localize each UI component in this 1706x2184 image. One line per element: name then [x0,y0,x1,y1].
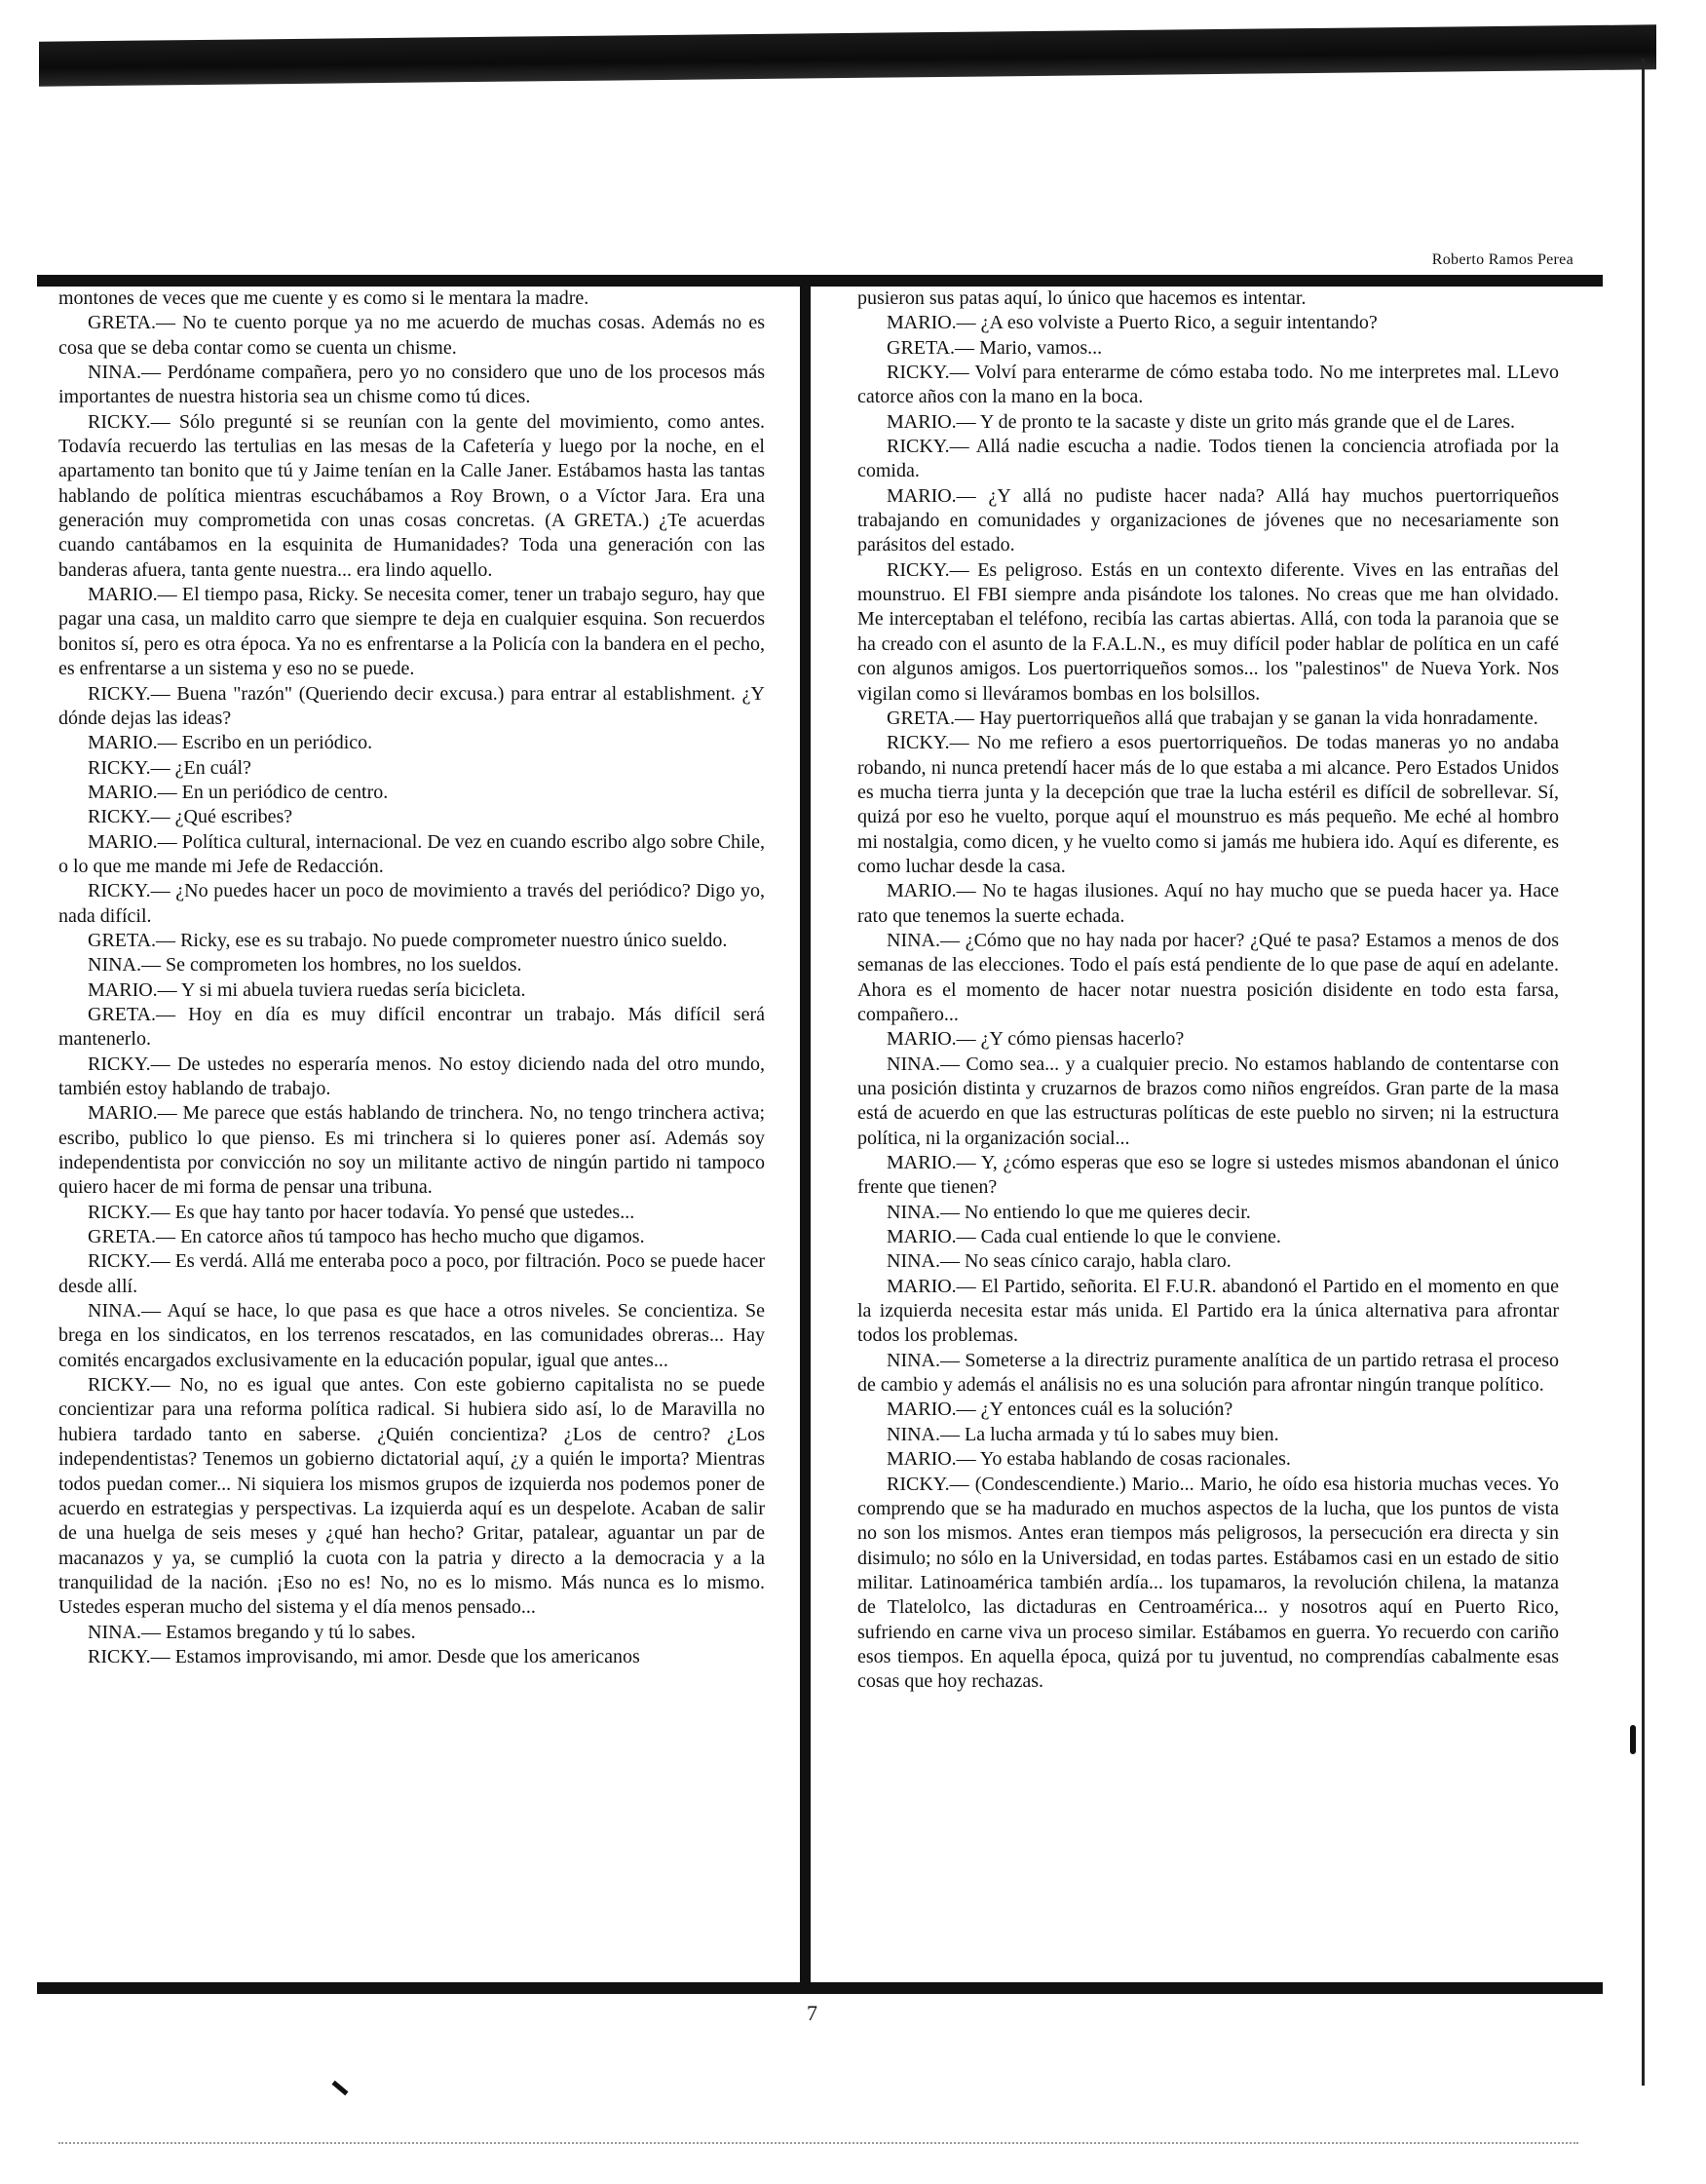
dialogue-paragraph [58,879,765,929]
dialogue-text: Cada cual entiende lo que le conviene. [975,1226,1281,1248]
dialogue-paragraph [58,1645,765,1669]
dialogue-text: Y si mi abuela tuviera ruedas sería bicicleta. [176,978,526,1001]
speaker-label: GRETA.— [88,312,176,334]
speaker-label: NINA.— [88,1300,161,1322]
dialogue-text: Sólo pregunté si se reunían con la gente del movimiento, como antes. Todavía recuerdo las tertulias en las mesas de la Cafetería y luego por la noche, en el apartamento tan bonito que tú y Jaime tenían en la Calle Janer. Estábamos hasta las tantas hablando de política mientras escuchábamos a Roy Brown, o a Víctor Jara. Era una generación muy comprometida con unas cosas concretas. (A GRETA.) ¿Te acuerdas cuando cantábamos en la esquinita de Humanidades? Toda una generación con las banderas afuera, tanta gente nuestra... era lindo aquello. [58,410,765,581]
dialogue-text: Buena "razón" (Queriendo decir excusa.) para entrar al establishment. ¿Y dónde dejas las ideas? [58,682,765,729]
dialogue-text: Hoy en día es muy difícil encontrar un trabajo. Más difícil será mantenerlo. [58,1003,765,1051]
dialogue-paragraph [857,1027,1559,1052]
dialogue-text: ¿Qué escribes? [170,806,293,828]
speaker-label: MARIO.— [88,584,177,606]
dialogue-text: El tiempo pasa, Ricky. Se necesita comer, tener un trabajo seguro, hay que pagar una casa, un maldito carro que siempre te deja en cualquier esquina. Son recuerdos bonitos sí, pero es otra época. Ya no es enfrentarse a la Policía con la bandera en el pecho, es enfrentarse a un sistema y eso no se puede. [58,584,765,680]
dialogue-text: En un periódico de centro. [176,781,389,803]
dialogue-text: No me refiero a esos puertorriqueños. De todas maneras yo no andaba robando, ni nunca pretendí hacer más de lo que estaba a mi alcance. Pero Estados Unidos es mucha tierra junta y la decepción que trae la lucha estéril es difícil de sobrellevar. Sí, quizá por eso he vuelto, porque aquí el mounstruo es más pequeño. Me eché al hombro mi nostalgia, como dicen, y he vuelto como si jamás me hubiera ido. Aquí es diferente, es como luchar desde la casa. [857,732,1559,877]
speaker-label: GRETA.— [88,1003,176,1025]
dialogue-paragraph [58,1201,765,1225]
speaker-label: RICKY.— [88,880,171,902]
dialogue-paragraph [58,361,765,410]
dialogue-text: Y, ¿cómo esperas que eso se logre si ustedes mismos abandonan el único frente que tienen? [857,1152,1559,1199]
bottom-rule [37,1982,1603,1994]
speaker-label: NINA.— [887,1349,960,1371]
dialogue-text: Someterse a la directriz puramente analítica de un partido retrasa el proceso de cambio y además el análisis no es una solución para afrontar ningún tranque político. [857,1349,1559,1397]
speaker-label: MARIO.— [88,830,177,853]
dialogue-text: No te hagas ilusiones. Aquí no hay mucho que se pueda hacer ya. Hace rato que tenemos la suerte echada. [857,880,1559,927]
dialogue-text: ¿No puedes hacer un poco de movimiento a través del periódico? Digo yo, nada difícil. [58,880,765,927]
dialogue-text: ¿En cuál? [170,756,251,779]
speaker-label: MARIO.— [887,1399,976,1421]
dialogue-paragraph [58,1225,765,1249]
speaker-label: GRETA.— [88,929,176,951]
dialogue-paragraph [58,978,765,1003]
speaker-label: MARIO.— [887,1448,976,1471]
speaker-label: RICKY.— [887,558,969,581]
dialogue-paragraph [58,756,765,781]
dialogue-paragraph [58,1299,765,1373]
dialogue-paragraph [857,707,1559,731]
column-divider [800,275,811,1994]
dialogue-text: Es peligroso. Estás en un contexto diferente. Vives en las entrañas del mounstruo. El FBI siempre anda pisándote los talones. No creas que me han olvidado. Me interceptaban el teléfono, recibía las cartas abiertas. Allá, con toda la paranoia que se ha creado con el asunto de la F.A.L.N., es muy difícil poder hablar de política en un café con algunos amigos. Los puertorriqueños somos... los "palestinos" de Nueva York. Nos vigilan como si lleváramos bombas en los bolsillos. [857,558,1559,705]
speaker-label: RICKY.— [88,1053,171,1075]
speaker-label: NINA.— [887,1423,960,1445]
dialogue-paragraph [58,1003,765,1053]
speaker-label: GRETA.— [887,336,975,359]
dialogue-text: Yo estaba hablando de cosas racionales. [975,1448,1291,1471]
dialogue-text: Se comprometen los hombres, no los sueldos. [161,954,522,977]
dialogue-text: Perdóname compañera, pero yo no considero que uno de los procesos más importantes de nuestra historia sea un chisme como tú dices. [58,362,765,408]
stray-mark [331,2081,348,2095]
dialogue-text: No te cuento porque ya no me acuerdo de muchas cosas. Además no es cosa que se deba contar como se cuenta un chisme. [58,312,765,359]
dialogue-text: No seas cínico carajo, habla claro. [960,1250,1232,1273]
running-header-author: Roberto Ramos Perea [1431,251,1573,268]
dialogue-text: Volví para enterarme de cómo estaba todo. No me interpretes mal. LLevo catorce años con la mano en la boca. [857,362,1559,408]
dialogue-paragraph [58,287,765,311]
speaker-label: RICKY.— [88,1645,171,1667]
dialogue-paragraph [857,1053,1559,1151]
speaker-label: MARIO.— [887,1152,976,1174]
speaker-label: MARIO.— [88,1102,177,1125]
dialogue-paragraph [58,1101,765,1200]
dialogue-paragraph [58,1621,765,1645]
dialogue-text: Estamos bregando y tú lo sabes. [161,1621,416,1643]
scan-top-bar [39,24,1656,86]
dialogue-text: Es que hay tanto por hacer todavía. Yo pensé que ustedes... [170,1201,635,1223]
dialogue-paragraph [857,558,1559,707]
speaker-label: RICKY.— [88,806,171,828]
speaker-label: RICKY.— [88,410,171,433]
dialogue-paragraph [857,287,1559,311]
dialogue-text: Es verdá. Allá me enteraba poco a poco, por filtración. Poco se puede hacer desde allí. [58,1250,765,1297]
dialogue-paragraph [857,1151,1559,1201]
dialogue-paragraph [857,1423,1559,1447]
dialogue-paragraph [857,1225,1559,1249]
dialogue-paragraph [857,1398,1559,1422]
dialogue-paragraph [58,1053,765,1102]
margin-mark [1630,1725,1636,1754]
dialogue-paragraph [857,879,1559,929]
speaker-label: MARIO.— [88,978,177,1001]
dialogue-text: pusieron sus patas aquí, lo único que hacemos es intentar. [857,287,1307,309]
speaker-label: MARIO.— [887,880,976,902]
dialogue-text: montones de veces que me cuente y es como si le mentara la madre. [58,287,589,309]
dialogue-text: ¿Cómo que no hay nada por hacer? ¿Qué te pasa? Estamos a menos de dos semanas de las elecciones. Todo el país está pendiente de lo que pase de aquí en adelante. Ahora es el momento de hacer notar nuestra posición disidente en todo esta farsa, compañero... [857,929,1559,1025]
dialogue-paragraph [857,1349,1559,1399]
speaker-label: NINA.— [88,362,161,384]
speaker-label: RICKY.— [88,1374,171,1397]
dialogue-paragraph [857,311,1559,335]
dialogue-text: En catorce años tú tampoco has hecho mucho que digamos. [175,1226,645,1248]
dialogue-text: Mario, vamos... [974,336,1103,359]
left-column [58,287,765,1977]
dialogue-text: Me parece que estás hablando de trinchera. No, no tengo trinchera activa; escribo, publico lo que pienso. Es mi trinchera si lo quieres poner así. Además soy independentista por convicción no soy un militante activo de ningún partido ni tampoco quiero hacer de mi forma de pensar una tribuna. [58,1102,765,1199]
speaker-label: MARIO.— [887,1275,976,1297]
dialogue-text: La lucha armada y tú lo sabes muy bien. [960,1423,1279,1445]
dialogue-text: No, no es igual que antes. Con este gobierno capitalista no se puede concientizar para una reforma política radical. Si hubiera sido así, lo de Maravilla no hubiera tardado tanto en saberse. ¿Quién concientiza? ¿Los de centro? ¿Los independentistas? Tenemos un gobierno dictatorial aquí, ¿y a quién le importa? Mientras todos puedan comer... Ni siquiera los mismos grupos de izquierda nos podemos poner de acuerdo en estrategias y perspectivas. La izquierda aquí es un despelote. Acaban de salir de una huelga de seis meses y ¿qué han hecho? Gritar, patalear, aguantar un par de macanazos y ya, se cumplió la cuota con la patria y directo a la democracia y a la tranquilidad de la nación. ¡Eso no es! No, no es lo mismo. Más nunca es lo mismo. Ustedes esperan mucho del sistema y el día menos pensado... [58,1374,765,1619]
dialogue-paragraph [58,929,765,953]
speaker-label: MARIO.— [887,410,976,433]
speaker-label: NINA.— [887,1201,960,1223]
dialogue-paragraph [857,1447,1559,1472]
speaker-label: NINA.— [887,1250,960,1273]
dialogue-paragraph [58,731,765,755]
speaker-label: RICKY.— [88,682,171,705]
right-column [857,287,1559,1977]
dialogue-paragraph [857,435,1559,484]
speaker-label: MARIO.— [887,484,976,507]
speaker-label: NINA.— [88,1621,161,1643]
dialogue-text: Aquí se hace, lo que pasa es que hace a otros niveles. Se concientiza. Se brega en los sindicatos, en los terrenos rescatados, en las comunidades obreras... Hay comités encargados exclusivamente en la educación popular, igual que antes... [58,1300,765,1371]
dialogue-text: (Condescendiente.) Mario... Mario, he oído esa historia muchas veces. Yo comprendo que se ha madurado en muchos aspectos de la lucha, que los puntos de vista no son los mismos. Antes eran tiempos más peligrosos, la persecución era directa y sin disimulo; no sólo en la Universidad, en todas partes. Estábamos casi en un estado de sitio militar. Latinoamérica también ardía... los tupamaros, la revolución chilena, la matanza de Tlatelolco, las dictaduras en Centroamérica... y nosotros aquí en Puerto Rico, sufriendo en carne viva un proceso similar. Estábamos en guerra. Yo recuerdo con cariño esos tiempos. En aquella época, quizá por tu juventud, no comprendías cabalmente esas cosas que hoy rechazas. [857,1473,1559,1693]
dialogue-paragraph [58,953,765,977]
dialogue-text: Política cultural, internacional. De vez en cuando escribo algo sobre Chile, o lo que me mande mi Jefe de Redacción. [58,830,765,877]
dialogue-paragraph [58,1373,765,1620]
dialogue-text: Escribo en un periódico. [176,732,373,754]
speaker-label: RICKY.— [88,756,171,779]
dialogue-paragraph [857,410,1559,435]
dialogue-paragraph [58,781,765,805]
dialogue-text: No entiendo lo que me quieres decir. [960,1201,1251,1223]
dialogue-paragraph [857,361,1559,410]
dialogue-paragraph [857,1249,1559,1274]
dialogue-paragraph [857,336,1559,361]
dialogue-paragraph [58,682,765,732]
dialogue-paragraph [857,1275,1559,1349]
speaker-label: NINA.— [887,1053,960,1075]
scan-right-edge [1642,58,1645,2086]
scan-bottom-speckle [58,2142,1578,2146]
dialogue-text: De ustedes no esperaría menos. No estoy diciendo nada del otro mundo, también estoy hablando de trabajo. [58,1053,765,1099]
speaker-label: MARIO.— [887,1226,976,1248]
speaker-label: MARIO.— [88,732,177,754]
dialogue-text: ¿A eso volviste a Puerto Rico, a seguir intentando? [975,312,1378,334]
dialogue-paragraph [58,311,765,361]
dialogue-paragraph [58,583,765,681]
speaker-label: GRETA.— [887,707,975,729]
speaker-label: GRETA.— [88,1226,176,1248]
dialogue-text: Y de pronto te la sacaste y diste un grito más grande que el de Lares. [975,410,1516,433]
dialogue-paragraph [58,805,765,829]
speaker-label: RICKY.— [88,1250,171,1273]
dialogue-text: ¿Y entonces cuál es la solución? [975,1399,1233,1421]
speaker-label: MARIO.— [887,1028,976,1051]
dialogue-paragraph [857,1201,1559,1225]
speaker-label: RICKY.— [887,732,969,754]
dialogue-text: ¿Y allá no pudiste hacer nada? Allá hay muchos puertorriqueños trabajando en comunidades y organizaciones de jóvenes que no necesariamente son parásitos del estado. [857,484,1559,556]
speaker-label: RICKY.— [887,1473,969,1495]
dialogue-paragraph [857,731,1559,879]
speaker-label: NINA.— [887,929,960,951]
dialogue-paragraph [58,830,765,880]
dialogue-text: Como sea... y a cualquier precio. No estamos hablando de contentarse con una posición distinta y cruzarnos de brazos como niños engreídos. Gran parte de la masa está de acuerdo en que las estructuras políticas de este pueblo no sirven; ni la estructura política, ni la organización social... [857,1053,1559,1149]
dialogue-text: El Partido, señorita. El F.U.R. abandonó el Partido en el momento en que la izquierda necesita estar más unida. El Partido era la única alternativa para afrontar todos los problemas. [857,1275,1559,1347]
dialogue-paragraph [857,484,1559,558]
speaker-label: NINA.— [88,954,161,977]
speaker-label: MARIO.— [887,312,976,334]
dialogue-text: Estamos improvisando, mi amor. Desde que los americanos [170,1645,640,1667]
dialogue-paragraph [857,929,1559,1027]
speaker-label: RICKY.— [887,436,969,458]
speaker-label: MARIO.— [88,781,177,803]
dialogue-paragraph [58,410,765,583]
dialogue-text: ¿Y cómo piensas hacerlo? [975,1028,1185,1051]
dialogue-paragraph [58,1249,765,1299]
dialogue-text: Hay puertorriqueños allá que trabajan y se ganan la vida honradamente. [974,707,1538,729]
dialogue-paragraph [857,1473,1559,1695]
speaker-label: RICKY.— [88,1201,171,1223]
page-number: 7 [807,2001,817,2025]
dialogue-text: Ricky, ese es su trabajo. No puede comprometer nuestro único sueldo. [175,929,728,951]
speaker-label: RICKY.— [887,362,969,384]
top-rule [37,275,1603,287]
dialogue-text: Allá nadie escucha a nadie. Todos tienen la conciencia atrofiada por la comida. [857,436,1559,482]
